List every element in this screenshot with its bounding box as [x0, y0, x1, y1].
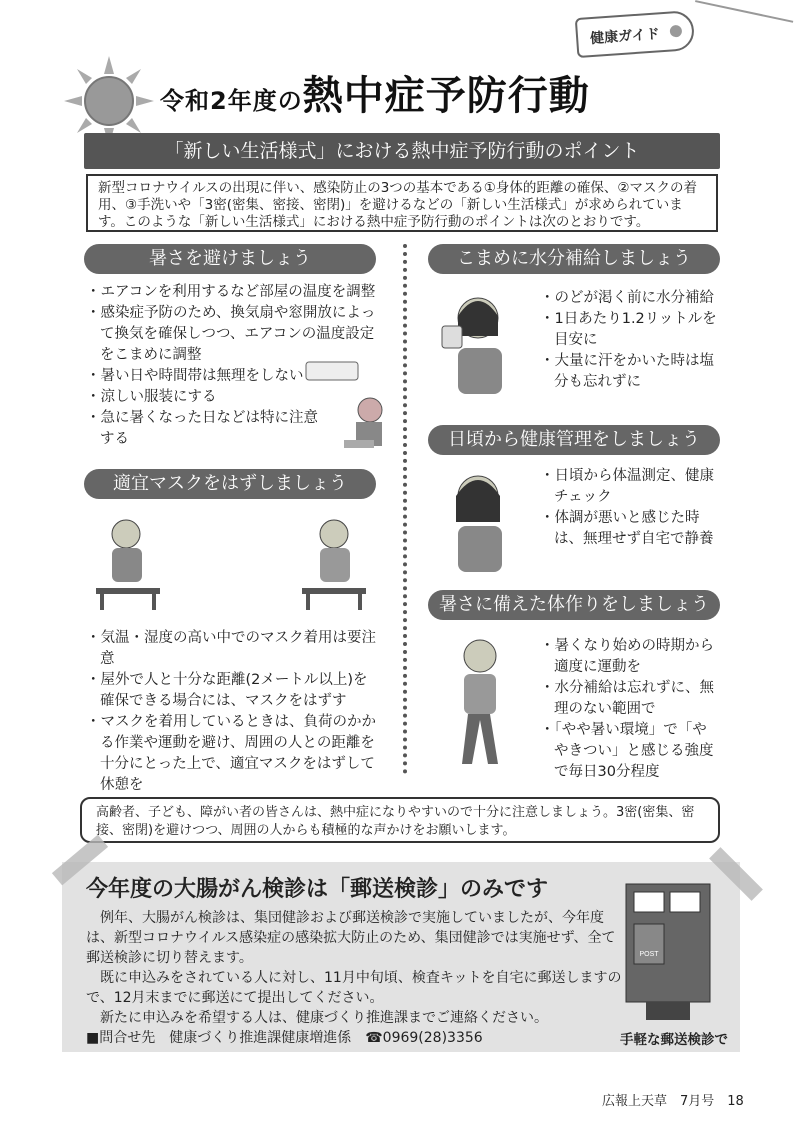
list-item: ・日頃から体温測定、健康チェック	[540, 468, 714, 505]
list-item: ・暑い日や時間帯は無理をしない	[86, 368, 304, 384]
section-water-list	[540, 288, 720, 393]
health-guide-tag	[575, 10, 696, 58]
contact-info: ■問合せ先 健康づくり推進課健康増進係 ☎0969(28)3356	[86, 1030, 483, 1046]
section-heat-title: 暑さを避けましょう	[84, 244, 376, 274]
post-caption: 手軽な郵送検診で	[620, 1032, 728, 1048]
paragraph: 既に申込みをされている人に対し、11月中旬頃、検査キットを自宅に郵送しますので、12月末までに郵送にて提出してください。	[86, 970, 622, 1006]
intro-text: 新型コロナウイルスの出現に伴い、感染防止の3つの基本である①身体的距離の確保、②マスクの着用、③手洗いや「3密(密集、密接、密閉)」を避けるなどの「新しい生活様式」が求められています。このような「新しい生活様式」における熱中症予防行動のポイントは次のとおりです。	[86, 174, 718, 232]
section-body-title: 暑さに備えた体作りをしましょう	[428, 590, 720, 620]
tag-hole	[669, 25, 682, 38]
points-banner: 「新しい生活様式」における熱中症予防行動のポイント	[84, 133, 720, 169]
section-body-list	[540, 636, 720, 783]
tag-string	[687, 0, 794, 62]
list-item: ・のどが渇く前に水分補給	[540, 290, 714, 306]
list-item: ・屋外で人と十分な距離(2メートル以上)を確保できる場合には、マスクをはずす	[86, 672, 368, 709]
page-footer: 広報上天草 7月号 18	[602, 1094, 744, 1109]
post-label: POST	[639, 951, 659, 958]
tag-label: 健康ガイド	[589, 26, 661, 48]
list-item: ・「やや暑い環境」で「ややきつい」と感じる強度で毎日30分程度	[540, 722, 714, 780]
paragraph: 例年、大腸がん検診は、集団健診および郵送検診で実施していましたが、今年度は、新型コロナウイルス感染症の感染拡大防止のため、集団健診では実施せず、全て郵送検診に切り替えます。	[86, 910, 616, 966]
list-item: ・感染症予防のため、換気扇や窓開放によって換気を確保しつつ、エアコンの温度設定をこまめに調整	[86, 305, 376, 363]
column-divider	[403, 244, 407, 774]
list-item: ・体調が悪いと感じた時は、無理せず自宅で静養	[540, 510, 714, 547]
list-item: ・マスクを着用しているときは、負荷のかかる作業や運動を避け、周囲の人との距離を十分にとった上で、適宜マスクをはずして休憩を	[86, 714, 376, 793]
list-item: ・水分補給は忘れずに、無理のない範囲で	[540, 680, 714, 717]
list-item: ・涼しい服装にする	[86, 389, 217, 405]
caution-note: 高齢者、子ども、障がい者の皆さんは、熱中症になりやすいので十分に注意しましょう。3密(密集、密接、密閉)を避けつつ、周囲の人からも積極的な声かけをお願いします。	[80, 797, 720, 843]
list-item: ・1日あたり1.2リットルを目安に	[540, 311, 717, 348]
woman-walking-illustration	[432, 634, 522, 774]
woman-drinking-illustration	[430, 286, 520, 396]
colon-cancer-body	[86, 908, 626, 1048]
air-conditioner-illustration	[304, 358, 390, 454]
section-mask-list	[86, 628, 378, 796]
colon-cancer-title: 今年度の大腸がん検診は「郵送検診」のみです	[86, 877, 549, 902]
list-item: ・急に暑くなった日などは特に注意する	[86, 410, 318, 447]
list-item: ・大量に汗をかいた時は塩分も忘れずに	[540, 353, 714, 390]
paragraph: 新たに申込みを希望する人は、健康づくり推進課までご連絡ください。	[100, 1010, 548, 1026]
list-item: ・暑くなり始めの時期から適度に運動を	[540, 638, 714, 675]
page-title: 令和2年度の熱中症予防行動	[160, 73, 590, 119]
woman-thermometer-illustration	[432, 466, 522, 574]
list-item: ・気温・湿度の高い中でのマスク着用は要注意	[86, 630, 376, 667]
section-mask-title: 適宜マスクをはずしましょう	[84, 469, 376, 499]
section-health-list	[540, 466, 720, 550]
section-water-title: こまめに水分補給しましょう	[428, 244, 720, 274]
girl-drinking-illustration	[292, 512, 376, 612]
boy-drinking-illustration	[86, 512, 170, 612]
list-item: ・エアコンを利用するなど部屋の温度を調整	[86, 284, 376, 300]
section-health-title: 日頃から健康管理をしましょう	[428, 425, 720, 455]
post-box-illustration	[616, 878, 716, 1024]
